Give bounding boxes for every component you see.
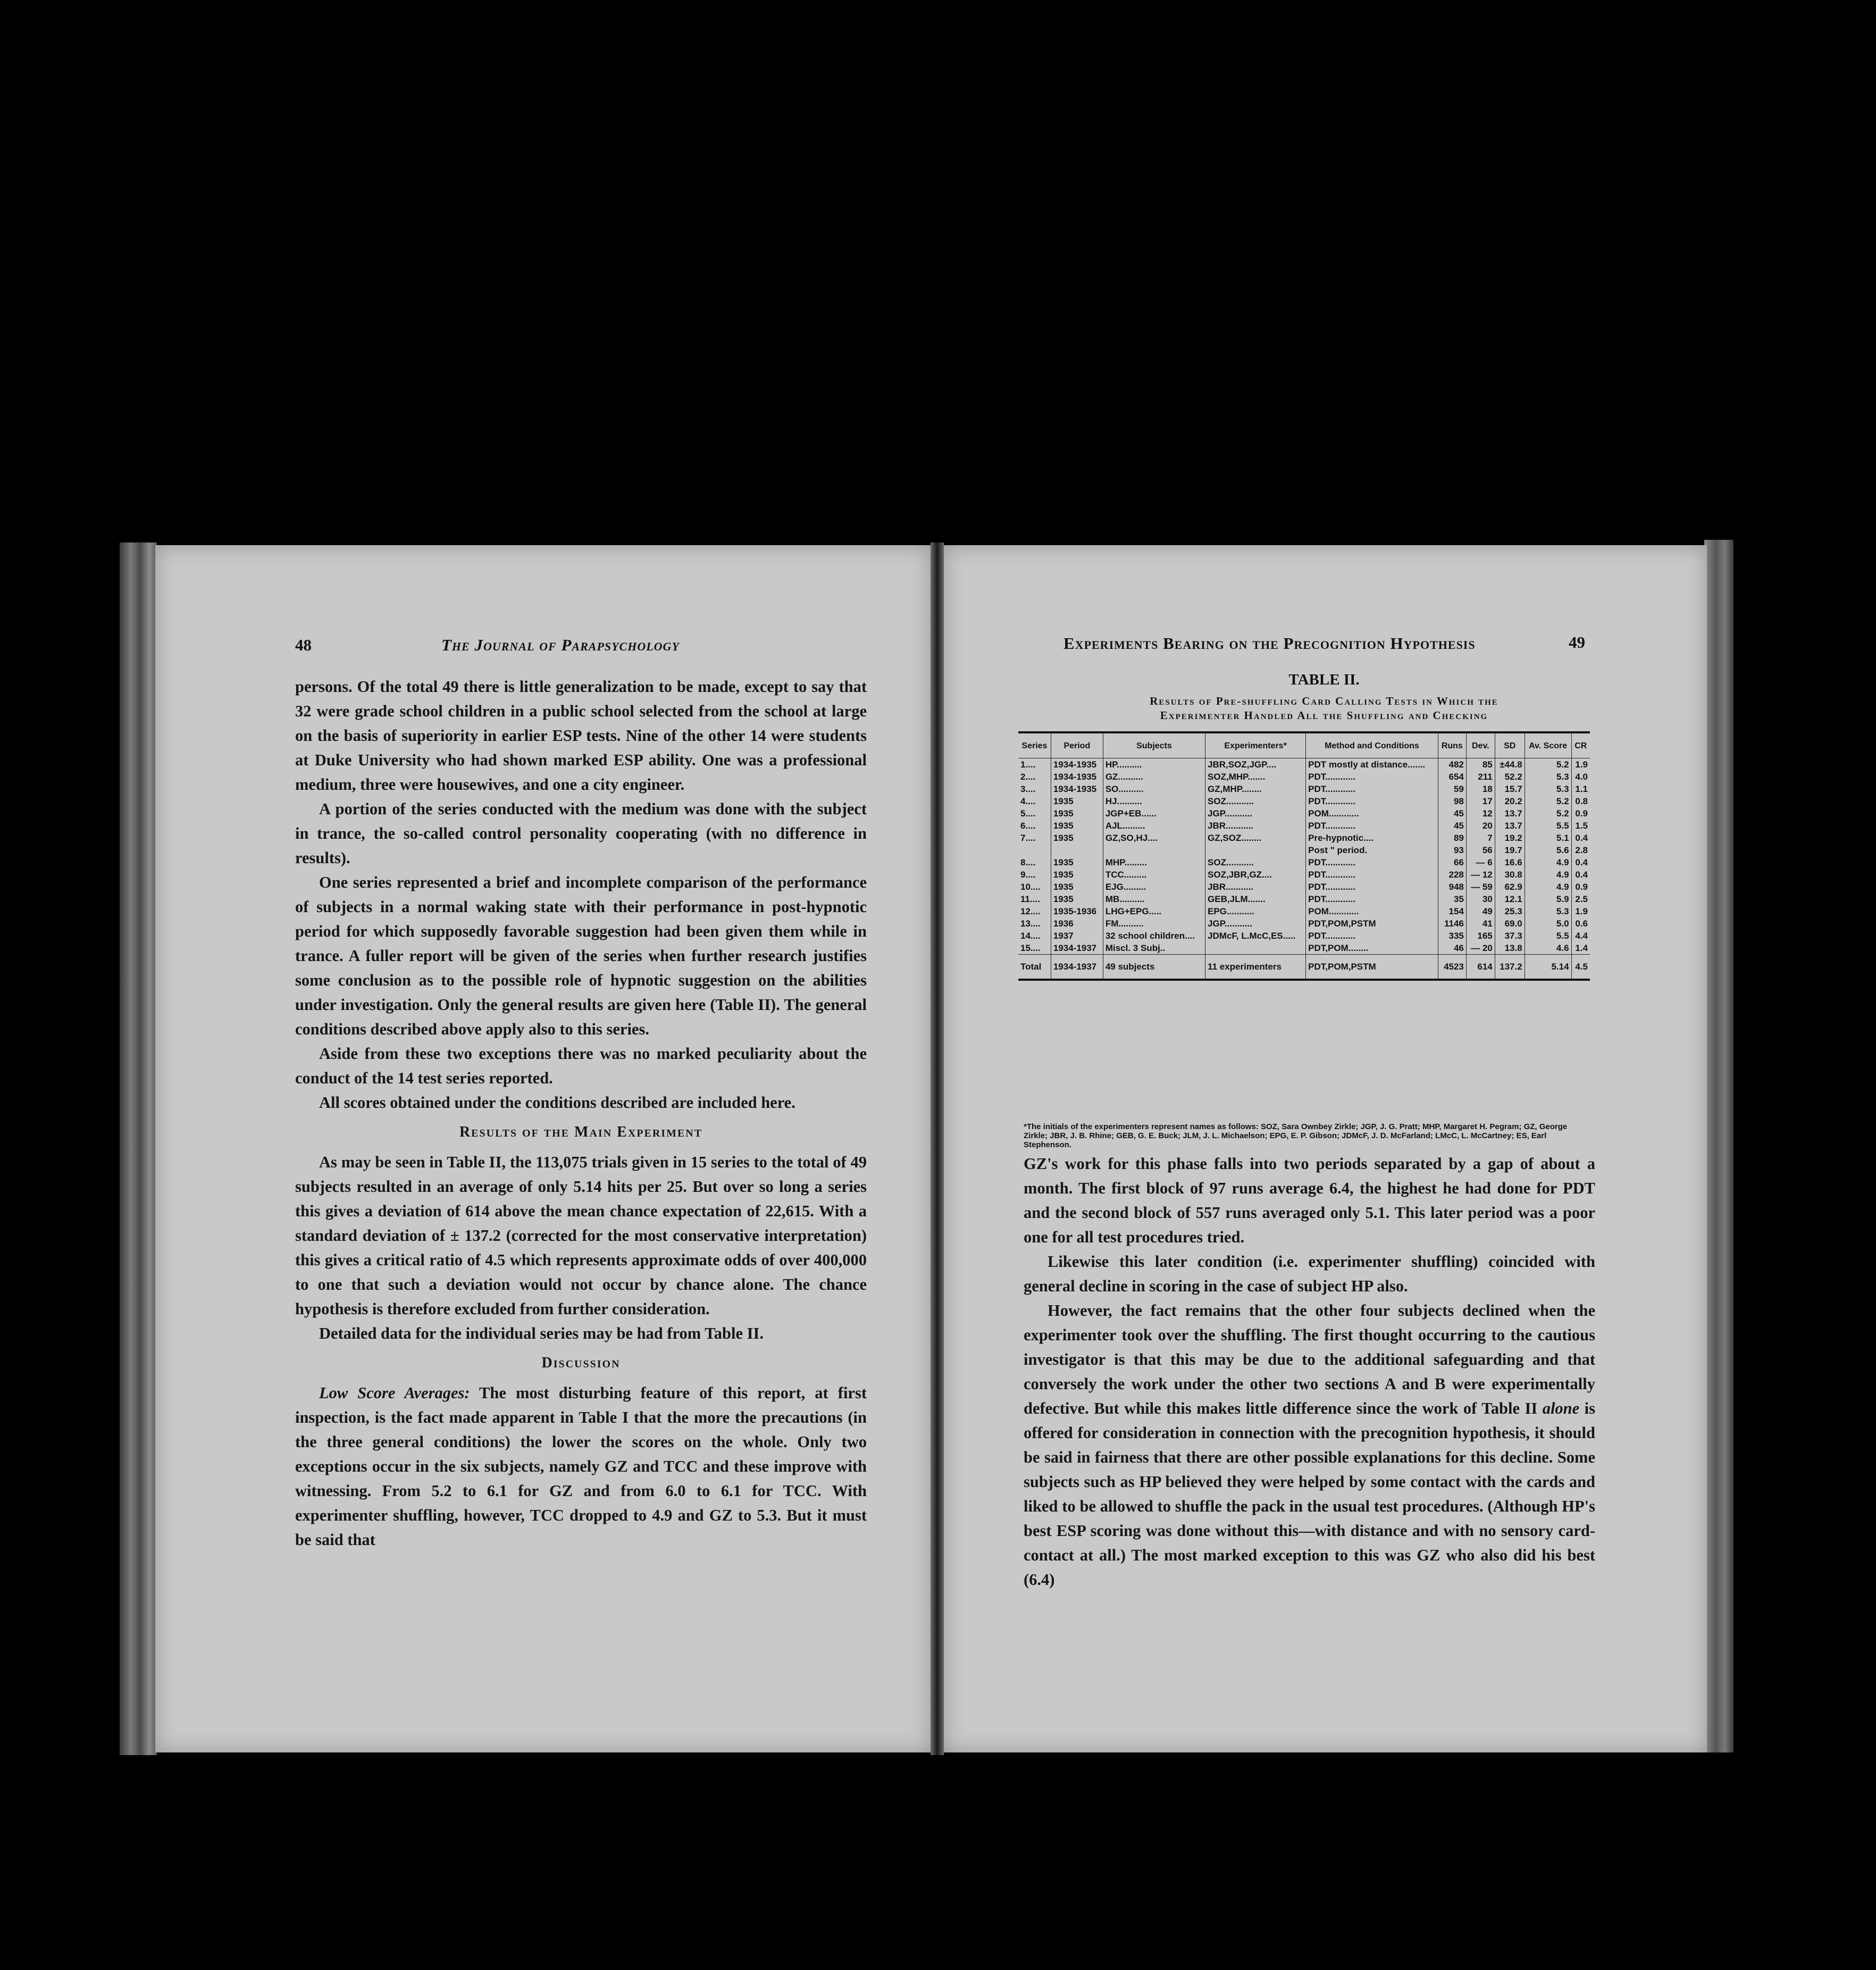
table-cell: 5.9 <box>1525 893 1571 905</box>
table-cell: 1934-1935 <box>1051 771 1103 783</box>
left-paragraph: Aside from these two exceptions there was no marked peculiarity about the conduct of the 14 test series reported. <box>295 1045 867 1087</box>
right-paragraph: GZ's work for this phase falls into two periods separated by a gap of about a month. The first block of 97 runs average 6.4, the highest he had done for PDT and the second block of 557 runs averaged only 5.1. This later period was a poor one for all test procedures tried. <box>1024 1155 1595 1246</box>
table-cell: JDMcF, L.McC,ES..... <box>1205 930 1306 942</box>
table-cell: 1935 <box>1051 856 1103 869</box>
table-cell: 13.7 <box>1495 820 1525 832</box>
table-cell: 5.5 <box>1525 930 1571 942</box>
table-cell: 5.3 <box>1525 783 1571 795</box>
table-cell: GZ.......... <box>1103 771 1205 783</box>
table-cell: MHP......... <box>1103 856 1205 869</box>
table-cell: 25.3 <box>1495 905 1525 917</box>
left-page-number: 48 <box>295 636 312 654</box>
table-cell: 654 <box>1438 771 1466 783</box>
table-cell: 9.... <box>1020 870 1036 880</box>
book-edge-right <box>1704 540 1733 1752</box>
table-cell: 12.... <box>1020 906 1041 916</box>
table-cell: 4.9 <box>1525 856 1571 869</box>
table-total-cell: PDT,POM,PSTM <box>1306 955 1438 980</box>
table-cell: 13.8 <box>1495 942 1525 955</box>
table-total-cell: 49 subjects <box>1103 955 1205 980</box>
left-paragraph: persons. Of the total 49 there is little generalization to be made, except to say that 32 were grade school children in a public school selected from the school at large on the basis of superiority in earlier ESP tests. Nine of the other 14 were students at Duke University who had shown marked ESP ability. One was a professional medium, three were housewives, and one a city engineer. <box>295 678 867 794</box>
table-cell: 0.4 <box>1571 856 1590 869</box>
table-cell: FM.......... <box>1103 917 1205 930</box>
table-cell: 35 <box>1438 893 1466 905</box>
table-cell: 52.2 <box>1495 771 1525 783</box>
table-cell <box>1205 844 1306 856</box>
table-cell: 16.6 <box>1495 856 1525 869</box>
right-paragraph-part: is offered for consideration in connection with the precognition hypothesis, it should be said in fairness that there are other possible explanations for this decline. Some subjects such as HP believed they were helped by some contact with the cards and liked to be allowed to shuffle the pack in the usual test procedures. (Although HP's best ESP scoring was done without this—with distance and with no sensory card-contact at all.) The most marked exception to this was GZ who also did his best (6.4) <box>1024 1399 1596 1589</box>
table-row <box>1018 917 1590 930</box>
table-cell: 1.5 <box>1571 820 1590 832</box>
table-cell: PDT............ <box>1306 795 1438 807</box>
table-cell: 5.... <box>1020 808 1036 819</box>
table-row <box>1018 881 1590 893</box>
heading-discussion: Discussion <box>541 1355 621 1371</box>
table-total-cell: 5.14 <box>1525 955 1571 980</box>
table-row <box>1018 856 1590 869</box>
discussion-text: The most disturbing feature of this report, at first inspection, is the fact made apparent in Table I that the more the precautions (in the three general conditions) the lower the scores on the whole. Only two exceptions occur in the six subjects, namely GZ and TCC and these improve with witnessing. From 5.2 to 6.1 for GZ and from 6.0 to 6.1 for TCC. With experimenter shuffling, however, TCC dropped to 4.9 and GZ to 5.3. But it must be said that <box>295 1384 867 1549</box>
table-cell: 4.0 <box>1571 771 1590 783</box>
table-cell: 5.5 <box>1525 820 1571 832</box>
table-cell: SOZ........... <box>1205 795 1306 807</box>
table-cell: 2.... <box>1020 772 1036 782</box>
table-cell: 37.3 <box>1495 930 1525 942</box>
table-cell: PDT............ <box>1306 783 1438 795</box>
table-row <box>1018 844 1590 856</box>
table-cell: SOZ........... <box>1205 856 1306 869</box>
table-cell: 5.3 <box>1525 771 1571 783</box>
table-cell: PDT............ <box>1306 820 1438 832</box>
heading-results: Results of the Main Experiment <box>459 1124 703 1140</box>
table-row <box>1018 783 1590 795</box>
table-cell: 7 <box>1466 832 1495 844</box>
table-cell: Pre-hypnotic.... <box>1306 832 1438 844</box>
table-cell: POM............ <box>1306 807 1438 820</box>
table-row <box>1018 905 1590 917</box>
table-cell: GEB,JLM....... <box>1205 893 1306 905</box>
table-cell: JGP........... <box>1205 917 1306 930</box>
table-cell: PDT............ <box>1306 869 1438 881</box>
table-cell: 228 <box>1438 869 1466 881</box>
left-running-head: The Journal of Parapsychology <box>441 636 680 654</box>
table-cell: 15.7 <box>1495 783 1525 795</box>
table-cell: 98 <box>1438 795 1466 807</box>
table-cell: PDT mostly at distance....... <box>1306 758 1438 771</box>
table-header-cell: Subjects <box>1103 732 1205 758</box>
table-cell: 5.2 <box>1525 795 1571 807</box>
table-cell: 1934-1935 <box>1051 783 1103 795</box>
table-header-cell: Method and Conditions <box>1306 732 1438 758</box>
table-row <box>1018 893 1590 905</box>
table-cell: 14.... <box>1020 931 1041 941</box>
table-cell: 2.5 <box>1571 893 1590 905</box>
table-caption-line2: Experimenter Handled All the Shuffling and Checking <box>1160 709 1488 722</box>
table-cell: 7.... <box>1020 833 1036 843</box>
table-row <box>1018 869 1590 881</box>
table-cell: 1.9 <box>1571 758 1590 771</box>
left-paragraph <box>295 1381 867 1552</box>
table-total-cell: 1934-1937 <box>1051 955 1103 980</box>
book-gutter <box>931 542 944 1755</box>
table-cell: 1935 <box>1051 807 1103 820</box>
table-total-cell: Total <box>1020 962 1042 972</box>
table-cell: 0.9 <box>1571 881 1590 893</box>
table-cell: — 12 <box>1466 869 1495 881</box>
table-cell: 5.0 <box>1525 917 1571 930</box>
discussion-lead: Low Score Averages: <box>319 1384 470 1402</box>
left-body-text <box>295 674 867 1552</box>
left-paragraph: Detailed data for the individual series may be had from Table II. <box>319 1324 764 1342</box>
table-total-cell: 4523 <box>1438 955 1466 980</box>
table-cell: 482 <box>1438 758 1466 771</box>
left-paragraph: As may be seen in Table II, the 113,075 trials given in 15 series to the total of 49 subjects resulted in an average of only 5.14 hits per 25. But over so long a series this gives a deviation of 614 above the mean chance expectation of 22,615. With a standard deviation of ± 137.2 (corrected for the most conservative interpretation) this gives a critical ratio of 4.5 which represents approximate odds of over 400,000 to one that such a deviation would not occur by chance alone. The chance hypothesis is therefore excluded from further consideration. <box>295 1153 867 1318</box>
table-cell <box>1103 844 1205 856</box>
table-cell: EPG........... <box>1205 905 1306 917</box>
table-cell: 165 <box>1466 930 1495 942</box>
table-cell: 19.7 <box>1495 844 1525 856</box>
table-cell: 3.... <box>1020 784 1036 794</box>
table-cell: PDT............ <box>1306 881 1438 893</box>
table-cell: 1935-1936 <box>1051 905 1103 917</box>
left-paragraph: One series represented a brief and incomplete comparison of the performance of subjects in a normal waking state with their performance in post-hypnotic period for which supposedly favorable suggestion had been given them while in trance. A fuller report will be given of the series when further research justifies some conclusion as to the possible role of hypnotic suggestion on the abilities under investigation. Only the general results are given here (Table II). The general conditions described above apply also to this series. <box>295 873 867 1038</box>
table-cell: 0.4 <box>1571 869 1590 881</box>
table-cell: MB.......... <box>1103 893 1205 905</box>
table-cell: 1146 <box>1438 917 1466 930</box>
table-cell: PDT............ <box>1306 893 1438 905</box>
table-cell: 46 <box>1438 942 1466 955</box>
table-cell: 56 <box>1466 844 1495 856</box>
table-cell: 17 <box>1466 795 1495 807</box>
table-cell: 0.6 <box>1571 917 1590 930</box>
table-cell: GZ,MHP........ <box>1205 783 1306 795</box>
table-header-cell: Series <box>1021 741 1048 750</box>
table-cell: 69.0 <box>1495 917 1525 930</box>
table-cell: 45 <box>1438 807 1466 820</box>
table-cell: 15.... <box>1020 943 1041 953</box>
right-page-number: 49 <box>1569 633 1585 652</box>
table-header-cell: CR <box>1571 732 1590 758</box>
table-cell: 1937 <box>1051 930 1103 942</box>
table-cell: ±44.8 <box>1495 758 1525 771</box>
right-paragraph <box>1024 1298 1595 1592</box>
table-cell: POM............ <box>1306 905 1438 917</box>
table-cell: JGP........... <box>1205 807 1306 820</box>
table-cell: HP.......... <box>1103 758 1205 771</box>
table-cell: PDT............ <box>1306 771 1438 783</box>
table-cell: — 20 <box>1466 942 1495 955</box>
table-cell: 30.8 <box>1495 869 1525 881</box>
right-paragraph-part: However, the fact remains that the other four subjects declined when the experimenter took over the shuffling. The first thought occurring to the cautious investigator is that this may be due to the additional safeguarding and that conversely the work under the other two sections A and B were experimentally defective. But while this makes little difference since the work of Table II <box>1024 1301 1595 1417</box>
table-cell: 20 <box>1466 820 1495 832</box>
table-cell: 20.2 <box>1495 795 1525 807</box>
table-cell: — 59 <box>1466 881 1495 893</box>
right-paragraph: Likewise this later condition (i.e. experimenter shuffling) coincided with general decline in scoring in the case of subject HP also. <box>1024 1253 1595 1295</box>
table-row <box>1018 771 1590 783</box>
table-total-cell: 4.5 <box>1571 955 1590 980</box>
table-cell: 1.9 <box>1571 905 1590 917</box>
table-cell: LHG+EPG..... <box>1103 905 1205 917</box>
table-cell: 0.4 <box>1571 832 1590 844</box>
table-cell: JGP+EB...... <box>1103 807 1205 820</box>
table-total-cell: 137.2 <box>1495 955 1525 980</box>
table-row <box>1018 795 1590 807</box>
table-cell: 1934-1935 <box>1051 758 1103 771</box>
table-total-cell: 11 experimenters <box>1205 955 1306 980</box>
table-cell: 5.1 <box>1525 832 1571 844</box>
table-row <box>1018 807 1590 820</box>
table-cell: PDT............ <box>1306 856 1438 869</box>
table-caption-line1: Results of Pre-shuffling Card Calling Tests in Which the <box>1150 695 1498 707</box>
table-cell: 59 <box>1438 783 1466 795</box>
table-cell: 11.... <box>1020 894 1040 904</box>
table-cell <box>1018 844 1051 856</box>
table-cell: 12.1 <box>1495 893 1525 905</box>
table-cell: 1935 <box>1051 893 1103 905</box>
table-cell: 32 school children.... <box>1103 930 1205 942</box>
table-cell: 5.2 <box>1525 807 1571 820</box>
table-cell: 6.... <box>1020 821 1036 831</box>
table-ii <box>1018 731 1590 981</box>
table-cell: 4.9 <box>1525 881 1571 893</box>
table-title: TABLE II. <box>1288 671 1360 688</box>
table-row <box>1018 758 1590 771</box>
table-cell: 2.8 <box>1571 844 1590 856</box>
table-row <box>1018 832 1590 844</box>
table-cell: 4.... <box>1020 796 1036 806</box>
table-cell: 1935 <box>1051 881 1103 893</box>
table-total-cell: 614 <box>1466 955 1495 980</box>
table-cell: 0.9 <box>1571 807 1590 820</box>
table-cell: PDT,POM,PSTM <box>1306 917 1438 930</box>
table-cell: 4.4 <box>1571 930 1590 942</box>
table-cell: TCC......... <box>1103 869 1205 881</box>
table-cell: PDT,POM........ <box>1306 942 1438 955</box>
left-paragraph: A portion of the series conducted with the medium was done with the subject in trance, the so-called control personality cooperating (with no difference in results). <box>295 800 867 867</box>
table-cell: 49 <box>1466 905 1495 917</box>
table-header-cell: Dev. <box>1466 732 1495 758</box>
table-row <box>1018 820 1590 832</box>
table-row <box>1018 942 1590 955</box>
table-cell: 12 <box>1466 807 1495 820</box>
table-cell: JBR........... <box>1205 820 1306 832</box>
table-cell: SO.......... <box>1103 783 1205 795</box>
table-cell: 18 <box>1466 783 1495 795</box>
table-cell: Miscl. 3 Subj.. <box>1103 942 1205 955</box>
table-cell <box>1051 844 1103 856</box>
table-cell: PDT............ <box>1306 930 1438 942</box>
left-paragraph: All scores obtained under the conditions described are included here. <box>319 1093 795 1112</box>
table-cell: 1.... <box>1020 759 1036 770</box>
table-cell: — 6 <box>1466 856 1495 869</box>
table-cell: JBR,SOZ,JGP.... <box>1205 758 1306 771</box>
table-footnote: *The initials of the experimenters represent names as follows: SOZ, Sara Ownbey Zirkle; JGP, J. G. Pratt; MHP, Margaret H. Pegram; GZ, George Zirkle; JBR, J. B. Rhine; GEB, G. E. Buck; JLM, J. L. Michaelson; EPG, E. P. Gibson; JDMcF, J. D. McFarland; LMcC, L. McCartney; ES, Earl Stephenson. <box>1024 1122 1568 1149</box>
book-edge-left <box>120 542 157 1755</box>
right-running-head: Experiments Bearing on the Precognition Hypothesis <box>1063 634 1476 653</box>
table-cell: 1.1 <box>1571 783 1590 795</box>
table-cell: 41 <box>1466 917 1495 930</box>
table-cell: 10.... <box>1020 882 1041 892</box>
table-cell: Post " period. <box>1306 844 1438 856</box>
table-cell: 93 <box>1438 844 1466 856</box>
table-cell: 1.4 <box>1571 942 1590 955</box>
table-cell: 1935 <box>1051 869 1103 881</box>
table-cell: JBR........... <box>1205 881 1306 893</box>
table-cell: 8.... <box>1020 857 1036 867</box>
table-cell: 4.6 <box>1525 942 1571 955</box>
table-cell: 62.9 <box>1495 881 1525 893</box>
table-cell <box>1205 942 1306 955</box>
table-cell: 66 <box>1438 856 1466 869</box>
table-row <box>1018 930 1590 942</box>
table-header-row <box>1018 732 1590 758</box>
table-cell: SOZ,JBR,GZ.... <box>1205 869 1306 881</box>
table-cell: GZ,SO,HJ.... <box>1103 832 1205 844</box>
table-cell: 1935 <box>1051 832 1103 844</box>
table-cell: HJ.......... <box>1103 795 1205 807</box>
table-header-cell: Experimenters* <box>1205 732 1306 758</box>
table-header-cell: Av. Score <box>1525 732 1571 758</box>
table-total-row <box>1018 955 1590 980</box>
table-cell: 154 <box>1438 905 1466 917</box>
table-cell: 89 <box>1438 832 1466 844</box>
table-cell: AJL......... <box>1103 820 1205 832</box>
table-cell: 13.7 <box>1495 807 1525 820</box>
table-cell: 1934-1937 <box>1051 942 1103 955</box>
table-cell: 5.6 <box>1525 844 1571 856</box>
table-cell: GZ,SOZ........ <box>1205 832 1306 844</box>
emphasis-alone: alone <box>1542 1399 1580 1417</box>
table-cell: 1935 <box>1051 795 1103 807</box>
table-cell: 13.... <box>1020 919 1041 929</box>
table-cell: 45 <box>1438 820 1466 832</box>
table-cell: 948 <box>1438 881 1466 893</box>
table-cell: 85 <box>1466 758 1495 771</box>
table-cell: 1935 <box>1051 820 1103 832</box>
table-cell: 4.9 <box>1525 869 1571 881</box>
right-body-text <box>1024 1151 1595 1592</box>
table-cell: 0.8 <box>1571 795 1590 807</box>
table-cell: 335 <box>1438 930 1466 942</box>
table-header-cell: Period <box>1051 732 1103 758</box>
table-cell: 5.2 <box>1525 758 1571 771</box>
table-cell: 1936 <box>1051 917 1103 930</box>
table-cell: 30 <box>1466 893 1495 905</box>
table-cell: SOZ,MHP....... <box>1205 771 1306 783</box>
table-cell: 211 <box>1466 771 1495 783</box>
table-cell: 5.3 <box>1525 905 1571 917</box>
table-cell: 19.2 <box>1495 832 1525 844</box>
table-cell: EJG......... <box>1103 881 1205 893</box>
table-header-cell: Runs <box>1438 732 1466 758</box>
table-header-cell: SD <box>1495 732 1525 758</box>
